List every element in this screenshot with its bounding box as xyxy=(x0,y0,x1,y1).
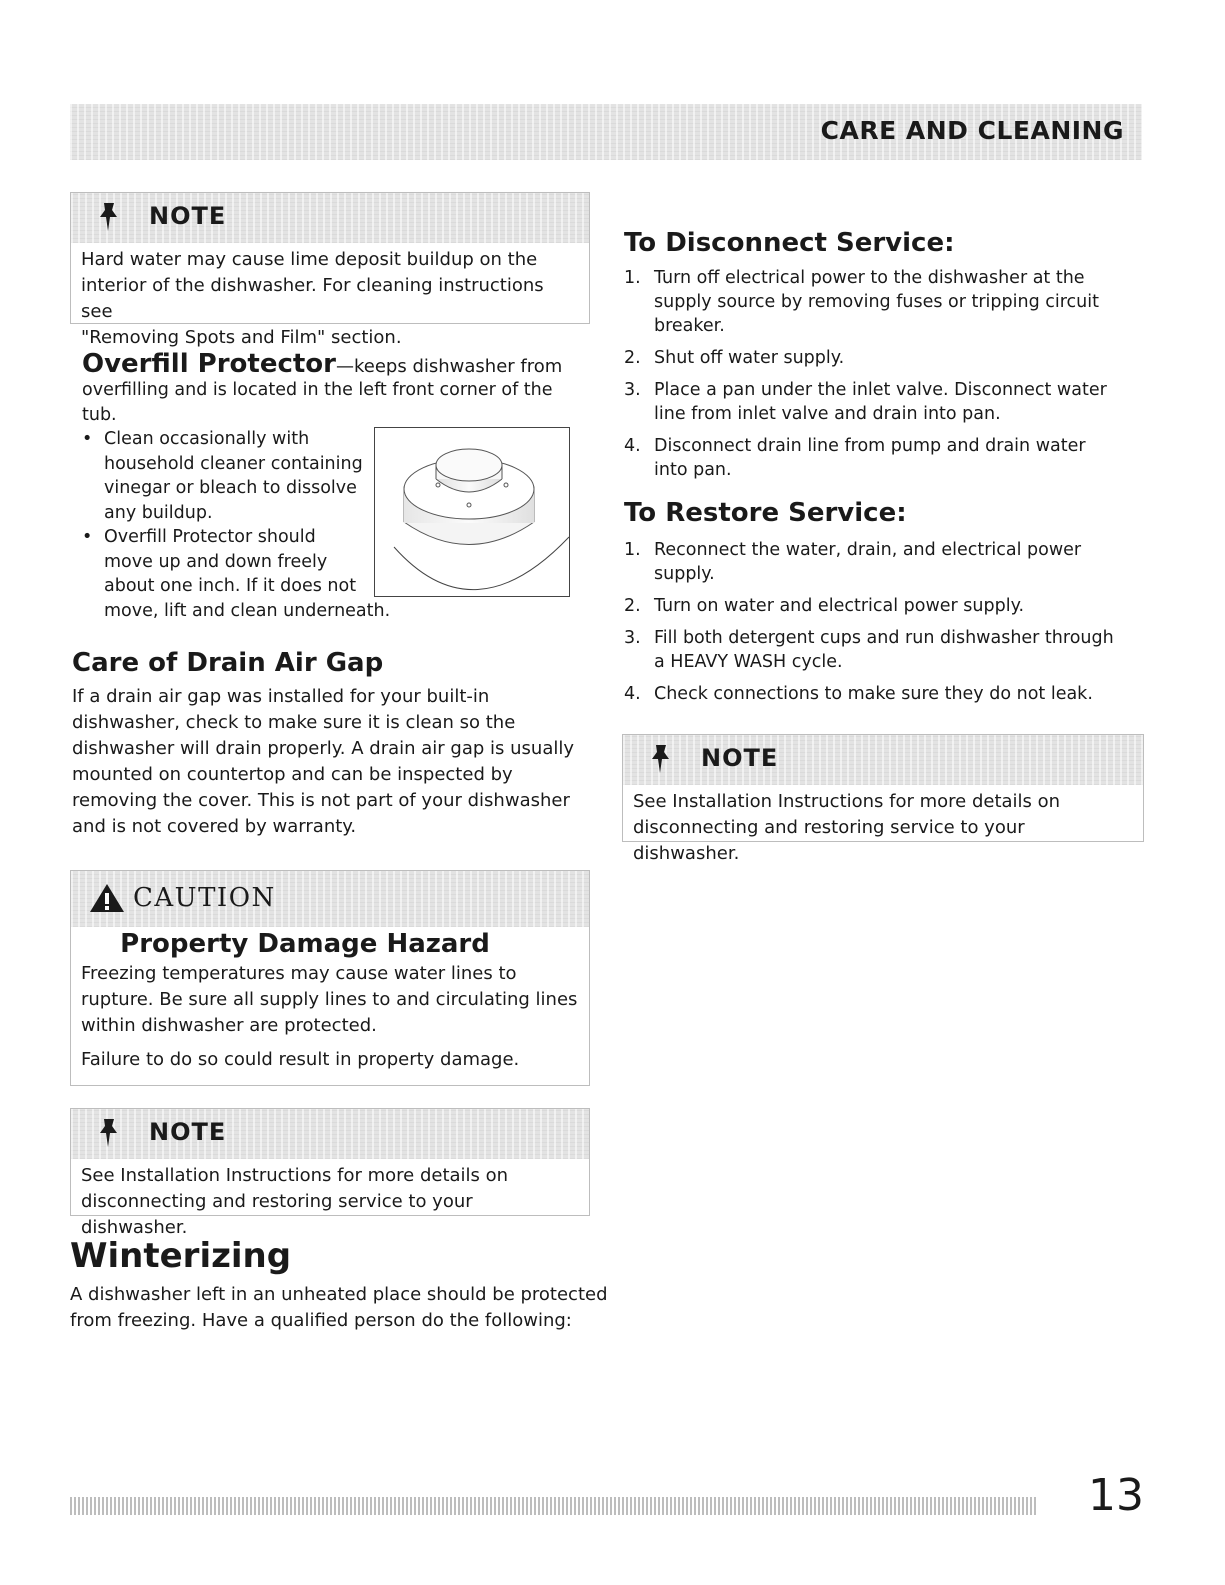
drain-air-gap-paragraph xyxy=(72,684,592,840)
bullet-line: household cleaner containing xyxy=(104,453,363,474)
step-number: 4. xyxy=(624,684,641,704)
note-line: interior of the dishwasher. For cleaning instructions see xyxy=(81,275,544,322)
bullet-line: about one inch. If it does not xyxy=(104,576,357,596)
note-line: "Removing Spots and Film" section. xyxy=(81,327,402,348)
note-line: Hard water may cause lime deposit buildup on the xyxy=(81,249,538,270)
step-line: Turn off electrical power to the dishwasher at the xyxy=(654,268,1085,288)
caution-failure-line: Failure to do so could result in property damage. xyxy=(81,1049,520,1070)
disconnect-heading: To Disconnect Service: xyxy=(624,228,955,258)
paragraph-line: dishwasher, check to make sure it is clean so the xyxy=(72,712,516,733)
disconnect-steps xyxy=(624,266,1144,490)
bullet-line: Overfill Protector should xyxy=(104,527,316,547)
overfill-intro-line: tub. xyxy=(82,404,117,425)
restore-steps xyxy=(624,538,1144,714)
bullet-line: move up and down freely xyxy=(104,551,328,572)
list-item xyxy=(624,538,1144,586)
list-item xyxy=(624,266,1144,338)
winterizing-paragraph xyxy=(70,1282,610,1334)
step-number: 2. xyxy=(624,348,641,368)
caution-label: CAUTION xyxy=(133,883,276,913)
step-line: supply. xyxy=(654,564,715,584)
note-line: See Installation Instructions for more details on xyxy=(633,791,1061,812)
list-item xyxy=(624,626,1144,674)
drain-air-gap-heading: Care of Drain Air Gap xyxy=(72,648,384,678)
note-header xyxy=(71,193,589,243)
note-header xyxy=(71,1109,589,1159)
paragraph-line: and is not covered by warranty. xyxy=(72,816,357,837)
section-title: CARE AND CLEANING xyxy=(820,116,1124,145)
step-number: 3. xyxy=(624,380,641,400)
warning-triangle-icon xyxy=(89,883,125,913)
note-body xyxy=(623,785,1143,873)
step-line: line from inlet valve and drain into pan. xyxy=(654,404,1001,424)
list-item: • Clean occasionally with household cleaner containing vinegar or bleach to dissolve any buildup. xyxy=(76,427,416,525)
list-item xyxy=(624,346,1144,370)
overfill-protector-illustration xyxy=(374,427,570,597)
bullet-line: any buildup. xyxy=(104,502,213,523)
note-body xyxy=(71,243,589,357)
step-line: Shut off water supply. xyxy=(654,348,845,368)
caution-header xyxy=(71,871,589,927)
paragraph-line: removing the cover. This is not part of your dishwasher xyxy=(72,790,570,811)
section-header-band xyxy=(70,104,1142,160)
paragraph-line: A dishwasher left in an unheated place should be protected xyxy=(70,1284,608,1305)
step-line: supply source by removing fuses or tripping circuit xyxy=(654,292,1099,312)
step-line: a HEAVY WASH cycle. xyxy=(654,652,843,672)
caution-box xyxy=(70,870,590,1086)
pushpin-icon xyxy=(647,743,675,775)
caution-body xyxy=(71,959,589,1079)
note-body xyxy=(71,1159,589,1247)
step-line: breaker. xyxy=(654,316,725,336)
paragraph-line: dishwasher will drain properly. A drain air gap is usually xyxy=(72,738,575,759)
footer-band xyxy=(70,1497,1038,1515)
note-line: disconnecting and restoring service to your dishwasher. xyxy=(633,817,1025,864)
step-number: 4. xyxy=(624,436,641,456)
note-box-install-left xyxy=(70,1108,590,1238)
caution-title: Property Damage Hazard xyxy=(120,929,490,959)
paragraph-line: If a drain air gap was installed for your built-in xyxy=(72,686,490,707)
restore-heading: To Restore Service: xyxy=(624,498,907,528)
list-item xyxy=(624,434,1144,482)
paragraph-line: mounted on countertop and can be inspected by xyxy=(72,764,513,785)
overfill-intro xyxy=(82,378,582,427)
paragraph-line: from freezing. Have a qualified person do the following: xyxy=(70,1310,572,1331)
note-line: See Installation Instructions for more details on xyxy=(81,1165,509,1186)
bullet-line: Clean occasionally with xyxy=(104,429,310,449)
step-line: Fill both detergent cups and run dishwasher through xyxy=(654,628,1114,648)
step-number: 3. xyxy=(624,628,641,648)
list-item: • Overfill Protector should move up and down freely about one inch. If it does not move, lift and clean underneath. xyxy=(76,525,416,623)
bullet-line: move, lift and clean underneath. xyxy=(104,600,391,621)
note-label: NOTE xyxy=(149,202,227,230)
list-item xyxy=(624,378,1144,426)
overfill-bullet-list xyxy=(76,427,416,623)
list-item xyxy=(624,594,1144,618)
step-number: 2. xyxy=(624,596,641,616)
note-box-hard-water xyxy=(70,192,590,348)
step-line: Reconnect the water, drain, and electrical power xyxy=(654,540,1082,560)
list-item xyxy=(624,682,1144,706)
step-number: 1. xyxy=(624,540,641,560)
caution-line: rupture. Be sure all supply lines to and circulating lines xyxy=(81,989,578,1010)
overfill-intro-suffix: —keeps dishwasher from xyxy=(335,356,563,377)
note-box-install-right xyxy=(622,734,1144,864)
step-number: 1. xyxy=(624,268,641,288)
note-label: NOTE xyxy=(149,1118,227,1146)
overfill-intro-line: overfilling and is located in the left front corner of the xyxy=(82,380,553,400)
step-line: Disconnect drain line from pump and drain water xyxy=(654,436,1086,456)
note-label: NOTE xyxy=(701,744,779,772)
winterizing-heading: Winterizing xyxy=(70,1236,292,1276)
caution-line: Freezing temperatures may cause water lines to xyxy=(81,963,517,984)
note-header xyxy=(623,735,1143,785)
note-line: disconnecting and restoring service to your dishwasher. xyxy=(81,1191,473,1238)
step-line: Check connections to make sure they do not leak. xyxy=(654,684,1093,704)
page-number: 13 xyxy=(1088,1470,1144,1521)
step-line: Place a pan under the inlet valve. Disconnect water xyxy=(654,380,1107,400)
bullet-line: vinegar or bleach to dissolve xyxy=(104,478,357,498)
step-line: Turn on water and electrical power supply. xyxy=(654,596,1025,616)
overfill-title: Overfill Protector xyxy=(82,349,336,379)
pushpin-icon xyxy=(95,201,123,233)
pushpin-icon xyxy=(95,1117,123,1149)
step-line: into pan. xyxy=(654,460,732,480)
caution-line: within dishwasher are protected. xyxy=(81,1015,377,1036)
